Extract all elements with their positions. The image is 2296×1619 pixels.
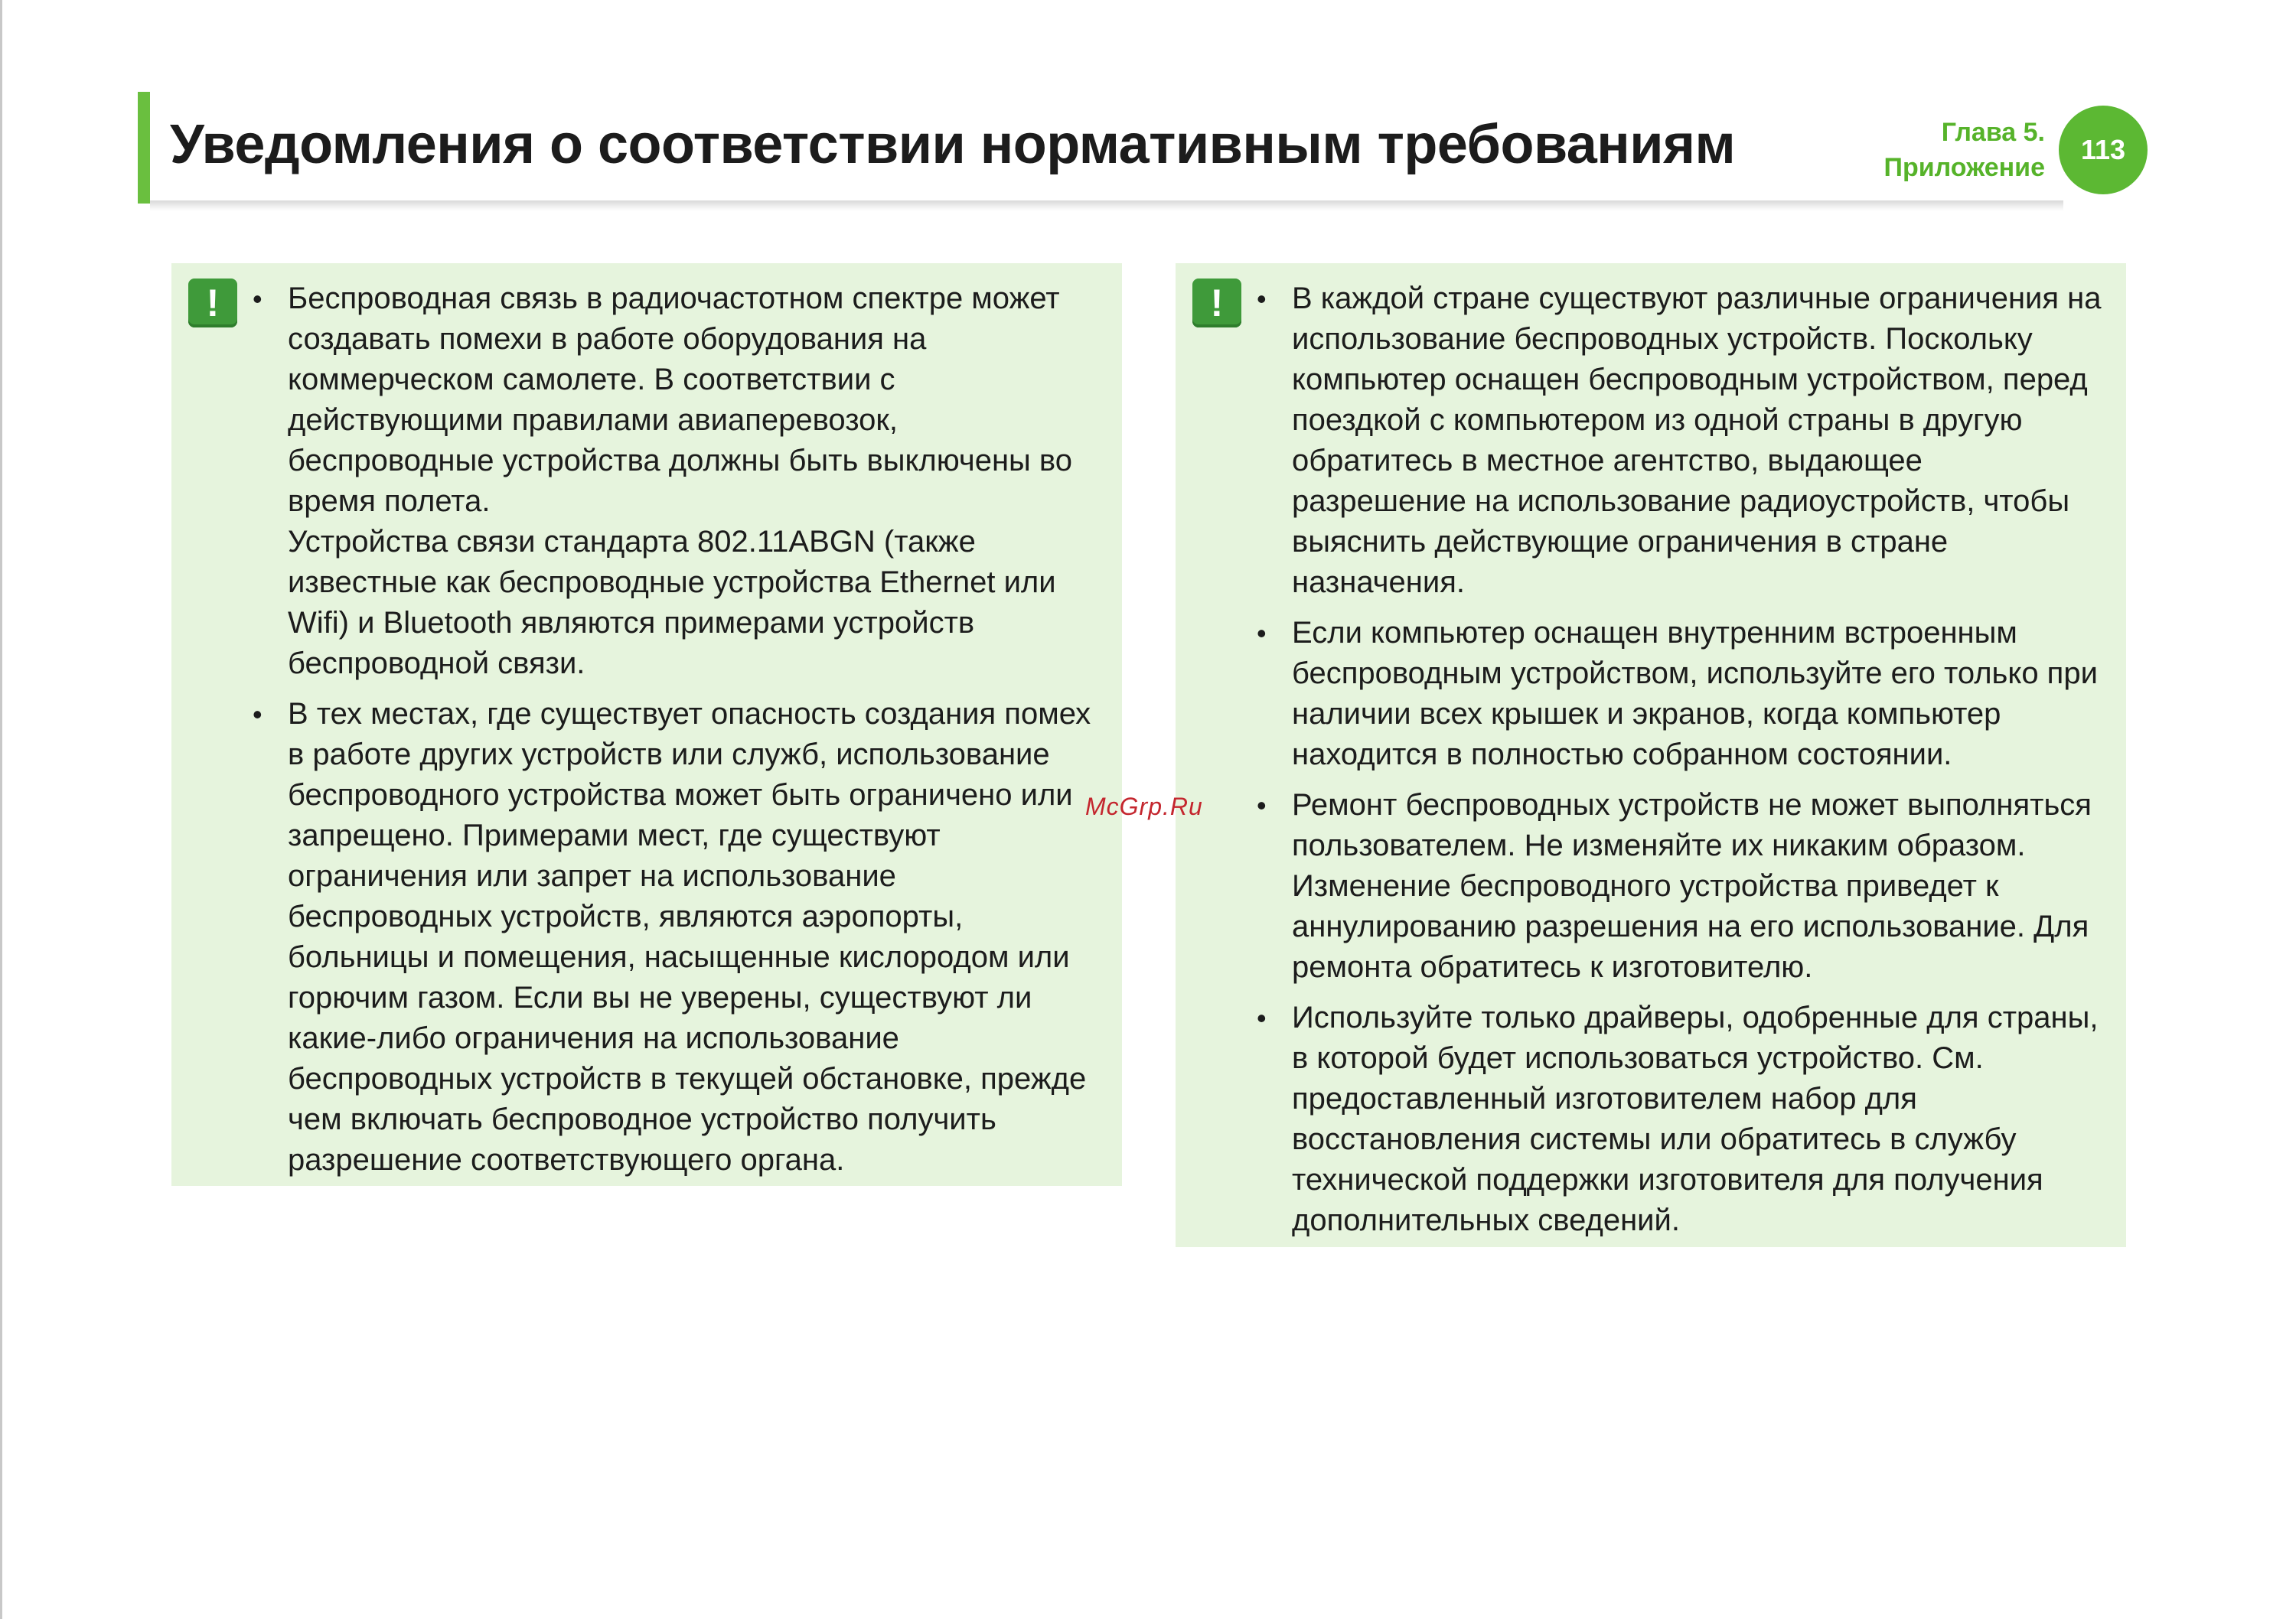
chapter-label	[1837, 115, 2045, 185]
warning-list-right	[1292, 279, 2103, 1251]
list-item	[288, 694, 1099, 1181]
warning-list-left	[288, 279, 1099, 1191]
warning-box-right	[1176, 263, 2126, 1247]
list-item	[1292, 613, 2103, 775]
page-title: Уведомления о соответствии нормативным требованиям	[170, 114, 1736, 175]
list-item-text: • Беспроводная связь в радиочастотном спектре может создавать помехи в работе оборудования на коммерческом самолете. В соответствии с действующими правилами авиаперевозок, беспроводные устройства должны быть выключены во время полета.	[288, 282, 1072, 518]
list-item	[288, 279, 1099, 684]
list-item-text: • Используйте только драйверы, одобренные для страны, в которой будет использоваться устройство. См. предоставленный изготовителем набор для восстановления системы или обратитесь в службу технической поддержки изготовителя для получения дополнительных сведений.	[1292, 1001, 2099, 1237]
list-item	[1292, 279, 2103, 603]
exclamation-warning-icon: !	[188, 279, 237, 327]
list-item-text: • Если компьютер оснащен внутренним встроенным беспроводным устройством, используйте его только при наличии всех крышек и экранов, когда компьютер находится в полностью собранном состоянии.	[1292, 616, 2098, 771]
list-item	[1292, 785, 2103, 988]
title-accent-bar	[138, 92, 150, 204]
watermark: McGrp.Ru	[1085, 793, 1203, 820]
list-item-text-continued: Устройства связи стандарта 802.11ABGN (также известные как беспроводные устройства Ethernet или Wifi) и Bluetooth являются примерами устройств беспроводной связи.	[288, 525, 1056, 680]
chapter-name: Приложение	[1883, 153, 2045, 182]
exclamation-warning-icon: !	[1192, 279, 1241, 327]
list-item-text: • Ремонт беспроводных устройств не может выполняться пользователем. Не изменяйте их никаким образом. Изменение беспроводного устройства приведет к аннулированию разрешения на его использование. Для ремонта обратитесь к изготовителю.	[1292, 788, 2092, 984]
list-item-text: • В тех местах, где существует опасность создания помех в работе других устройств или служб, использование беспроводного устройства может быть ограничено или запрещено. Примерами мест, где существуют ограничения или запрет на использование беспроводных устройств, являются аэропорты, больницы и помещения, насыщенные кислородом или горючим газом. Если вы не уверены, существуют ли какие-либо ограничения на использование беспроводных устройств в текущей обстановке, прежде чем включать беспроводное устройство получить разрешение соответствующего органа.	[288, 697, 1091, 1177]
list-item	[1292, 998, 2103, 1241]
chapter-number: Глава 5.	[1941, 118, 2045, 147]
page-number-badge: 113	[2059, 106, 2148, 194]
header-divider	[150, 200, 2063, 211]
list-item-text: • В каждой стране существуют различные ограничения на использование беспроводных устройств. Поскольку компьютер оснащен беспроводным устройством, перед поездкой с компьютером из одной страны в другую обратитесь в местное агентство, выдающее разрешение на использование радиоустройств, чтобы выяснить действующие ограничения в стране назначения.	[1292, 282, 2102, 599]
warning-box-left	[171, 263, 1122, 1186]
